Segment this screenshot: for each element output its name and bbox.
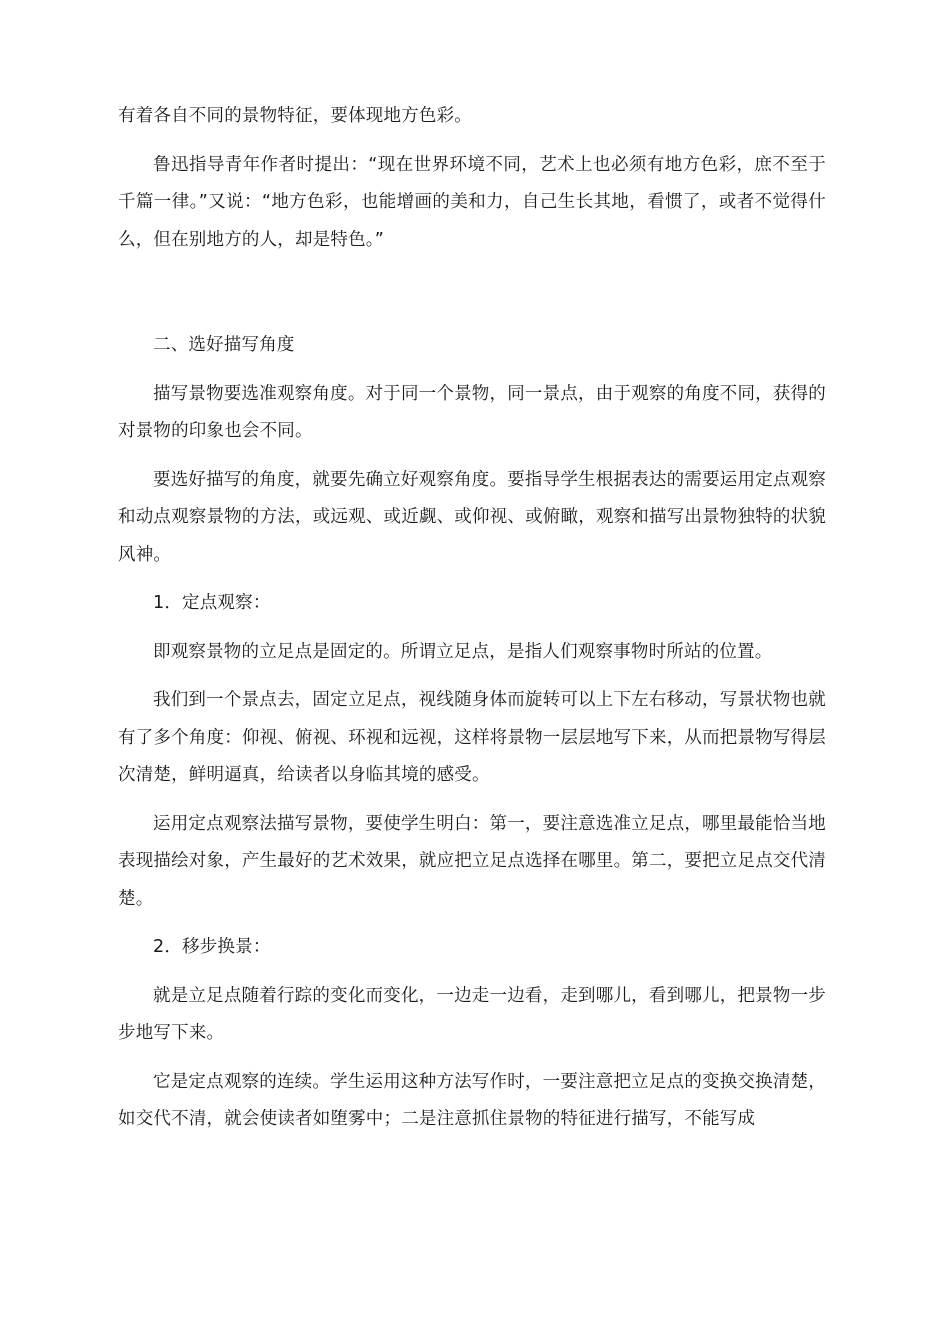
paragraph: 要选好描写的角度，就要先确立好观察角度。要指导学生根据表达的需要运用定点观察和动点观察景物的方法，或远观、或近觑、或仰视、或俯瞰，观察和描写出景物独特的状貌风神。 <box>118 469 826 565</box>
paragraph: 我们到一个景点去，固定立足点，视线随身体而旋转可以上下左右移动，写景状物也就有了多个角度：仰视、俯视、环视和远视，这样将景物一层层地写下来，从而把景物写得层次清楚，鲜明逼真，给读者以身临其境的感受。 <box>118 690 826 785</box>
paragraph: 就是立足点随着行踪的变化而变化，一边走一边看，走到哪儿，看到哪儿，把景物一步步地写下来。 <box>118 985 826 1043</box>
subheading-fixed-point: 1．定点观察： <box>153 593 271 613</box>
section-heading: 二、选好描写角度 <box>153 335 295 355</box>
paragraph: 描写景物要选准观察角度。对于同一个景物，同一景点，由于观察的角度不同，获得的对景物的印象也会不同。 <box>118 383 826 441</box>
paragraph: 它是定点观察的连续。学生运用这种方法写作时，一要注意把立足点的变换交换清楚，如交代不清，就会使读者如堕雾中；二是注意抓住景物的特征进行描写，不能写成 <box>118 1071 826 1129</box>
paragraph: 即观察景物的立足点是固定的。所谓立足点，是指人们观察事物时所站的位置。 <box>153 641 773 662</box>
paragraph: 运用定点观察法描写景物，要使学生明白：第一，要注意选准立足点，哪里最能恰当地表现描绘对象，产生最好的艺术效果，就应把立足点选择在哪里。第二，要把立足点交代清楚。 <box>118 813 826 909</box>
document-body <box>118 98 826 1139</box>
subheading-moving-view: 2．移步换景： <box>153 937 271 957</box>
paragraph-luxun-quote: 鲁迅指导青年作者时提出：“现在世界环境不同，艺术上也必须有地方色彩，庶不至于千篇一律。”又说：“地方色彩，也能增画的美和力，自己生长其地，看惯了，或者不觉得什么，但在别地方的人，却是特色。” <box>118 154 826 250</box>
paragraph-continuation: 有着各自不同的景物特征，要体现地方色彩。 <box>118 106 472 126</box>
